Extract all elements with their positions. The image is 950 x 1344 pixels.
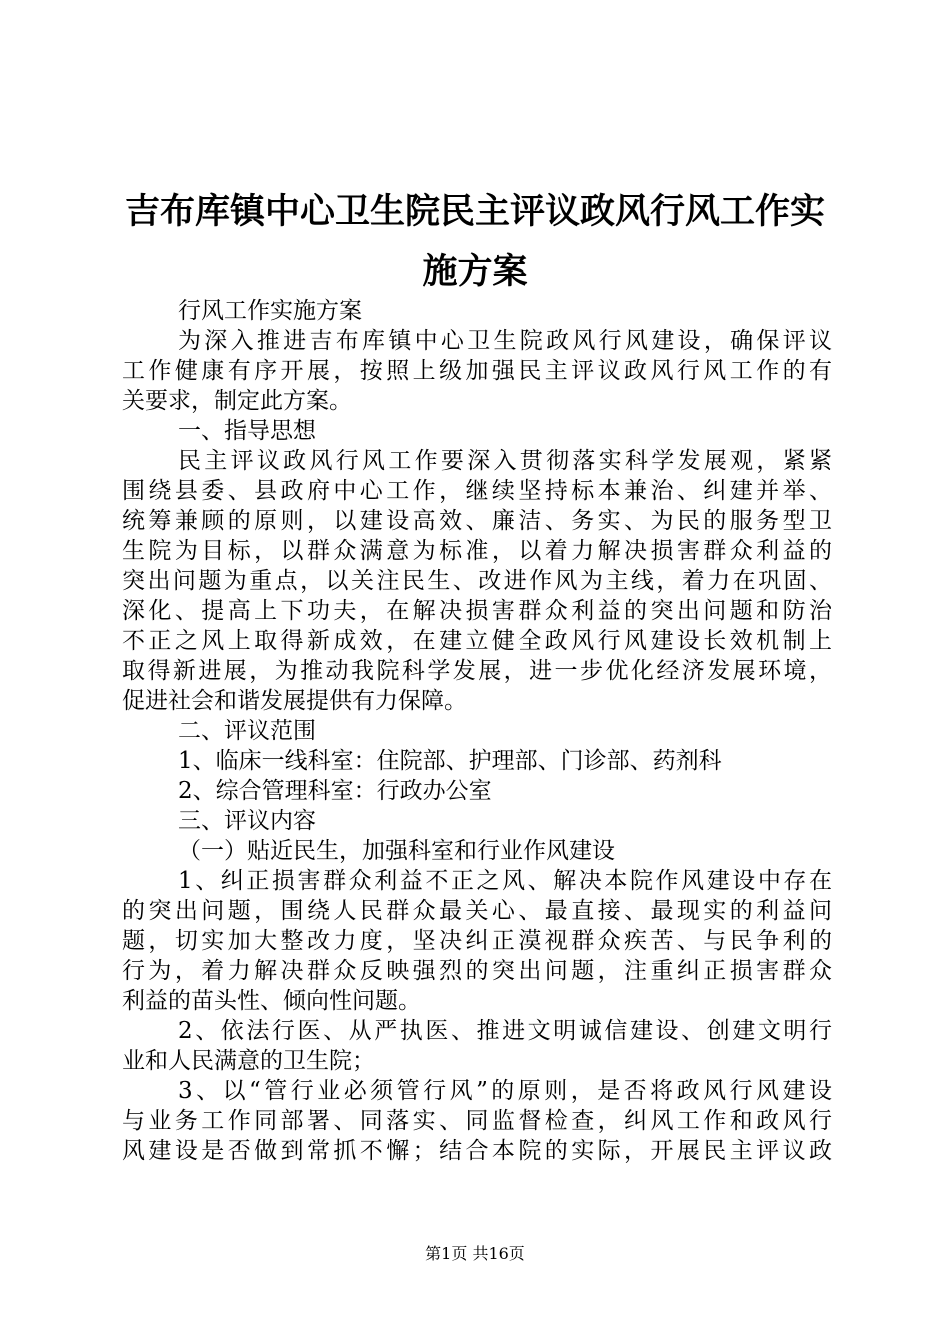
body-text-line: 1、纠正损害群众利益不正之风、解决本院作风建设中存在 <box>178 868 832 894</box>
body-text-line: 1、临床一线科室：住院部、护理部、门诊部、药剂科 <box>178 748 722 774</box>
body-text-line: 民主评议政风行风工作要深入贯彻落实科学发展观，紧紧 <box>178 448 832 474</box>
page-footer: 第1页 共16页 <box>425 1244 525 1263</box>
body-text-line: 围绕县委、县政府中心工作，继续坚持标本兼治、纠建并举、 <box>122 478 832 504</box>
body-text-line: （一）贴近民生，加强科室和行业作风建设 <box>178 838 615 864</box>
body-text-line: 取得新进展，为推动我院科学发展，进一步优化经济发展环境， <box>122 658 832 684</box>
body-text-line: 统筹兼顾的原则，以建设高效、廉洁、务实、为民的服务型卫 <box>122 508 832 534</box>
body-text-line: 生院为目标，以群众满意为标准，以着力解决损害群众利益的 <box>122 538 832 564</box>
body-text-line: 利益的苗头性、倾向性问题。 <box>122 988 421 1014</box>
body-text-line: 行为，着力解决群众反映强烈的突出问题，注重纠正损害群众 <box>122 958 832 984</box>
body-text-line: 3、以“管行业必须管行风”的原则，是否将政风行风建设 <box>178 1078 832 1104</box>
body-text-line: 行风工作实施方案 <box>178 298 362 324</box>
document-title-line-2: 施方案 <box>422 251 528 292</box>
body-text-line: 风建设是否做到常抓不懈；结合本院的实际，开展民主评议政 <box>122 1138 832 1164</box>
body-text-line: 为深入推进吉布库镇中心卫生院政风行风建设，确保评议 <box>178 328 832 354</box>
body-text-line: 促进社会和谐发展提供有力保障。 <box>122 688 467 714</box>
body-text-line: 不正之风上取得新成效，在建立健全政风行风建设长效机制上 <box>122 628 832 654</box>
document-body <box>122 296 832 1166</box>
body-text-line: 2、依法行医、从严执医、推进文明诚信建设、创建文明行 <box>178 1018 832 1044</box>
body-text-line: 深化、提高上下功夫，在解决损害群众利益的突出问题和防治 <box>122 598 832 624</box>
body-text-line: 与业务工作同部署、同落实、同监督检查，纠风工作和政风行 <box>122 1108 832 1134</box>
body-text-line: 一、指导思想 <box>178 418 316 444</box>
body-text-line: 2、综合管理科室：行政办公室 <box>178 778 492 804</box>
body-text-line: 突出问题为重点，以关注民生、改进作风为主线，着力在巩固、 <box>122 568 832 594</box>
body-text-line: 工作健康有序开展，按照上级加强民主评议政风行风工作的有 <box>122 358 832 384</box>
body-text-line: 关要求，制定此方案。 <box>122 388 352 414</box>
body-text-line: 三、评议内容 <box>178 808 316 834</box>
body-text-line: 业和人民满意的卫生院； <box>122 1048 375 1074</box>
body-text-line: 二、评议范围 <box>178 718 316 744</box>
body-text-line: 的突出问题，围绕人民群众最关心、最直接、最现实的利益问 <box>122 898 832 924</box>
document-title-line-1: 吉布库镇中心卫生院民主评议政风行风工作实 <box>124 191 825 232</box>
body-text-line: 题，切实加大整改力度，坚决纠正漠视群众疾苦、与民争利的 <box>122 928 832 954</box>
